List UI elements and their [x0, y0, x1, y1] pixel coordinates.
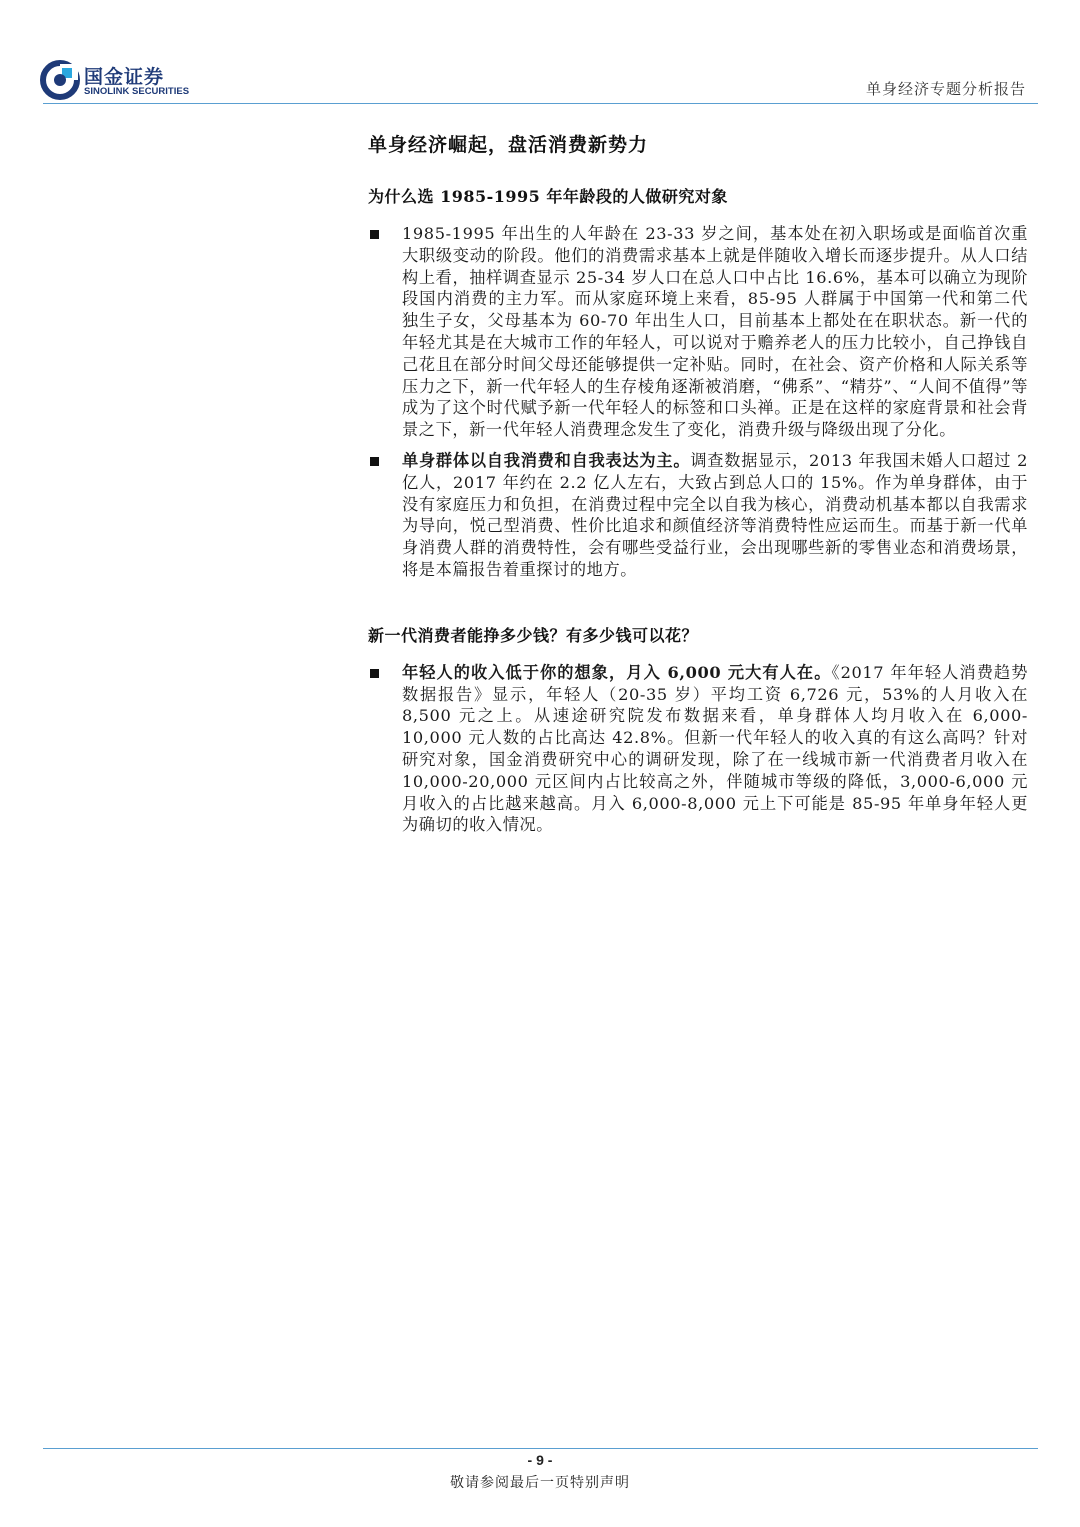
- bullet-text: 1985-1995 年出生的人年龄在 23-33 岁之间，基本处在初入职场或是面临首次重大职级变动的阶段。他们的消费需求基本上就是伴随收入增长而逐步提升。从人口结构上看，抽样调查显示 25-34 岁人口在总人口中占比 16.6%，基本可以确立为现阶段国内消费的主力军。而从家庭环境上来看，85-95 人群属于中国第一代和第二代独生子女，父母基本为 60-70 年出生人口，目前基本上都处在在职状态。新一代的年轻尤其是在大城市工作的年轻人，可以说对于赡养老人的压力比较小，自己挣钱自己花且在部分时间父母还能够提供一定补贴。同时，在社会、资产价格和人际关系等压力之下，新一代年轻人的生存棱角逐渐被消磨，“佛系”、“精芬”、“人间不值得”等成为了这个时代赋予新一代年轻人的标签和口头禅。正是在这样的家庭背景和社会背景之下，新一代年轻人消费理念发生了变化，消费升级与降级出现了分化。: [402, 224, 1028, 440]
- bullet-paragraph: [368, 662, 1028, 836]
- subsection-title-research-target: 为什么选 1985-1995 年年龄段的人做研究对象: [368, 187, 728, 206]
- disclaimer-note: 敬请参阅最后一页特别声明: [450, 1475, 630, 1491]
- page-number: - 9 -: [527, 1452, 553, 1468]
- bullet-lead: 单身群体以自我消费和自我表达为主。: [402, 450, 691, 470]
- company-logo: [40, 60, 200, 100]
- sinolink-logo-icon: [40, 60, 80, 100]
- bullet-lead: 年轻人的收入低于你的想象，月入 6,000 元大有人在。: [402, 662, 832, 682]
- logo-chinese-name: 国金证券: [84, 66, 165, 88]
- bullet-text: 调查数据显示，2013 年我国未婚人口超过 2 亿人，2017 年约在 2.2 亿人左右，大致占到总人口的 15%。作为单身群体，由于没有家庭压力和负担，在消费过程中完全以自我为核心，消费动机基本都以自我需求为导向，悦己型消费、性价比追求和颜值经济等消费特性应运而生。而基于新一代单身消费人群的消费特性，会有哪些受益行业，会出现哪些新的零售业态和消费场景，将是本篇报告着重探讨的地方。: [402, 450, 1028, 579]
- page-header: [0, 0, 1080, 110]
- bullet-text: 《2017 年年轻人消费趋势数据报告》显示，年轻人（20-35 岁）平均工资 6,726 元，53%的人月收入在 8,500 元之上。从速途研究院发布数据来看，单身群体人均月收入在 6,000-10,000 元人数的占比高达 42.8%。但新一代年轻人的收入真的有这么高吗？针对研究对象，国金消费研究中心的调研发现，除了在一线城市新一代消费者月收入在 10,000-20,000 元区间内占比较高之外，伴随城市等级的降低，3,000-6,000 元月收入的占比越来越高。月入 6,000-8,000 元上下可能是 85-95 年单身年轻人更为确切的收入情况。: [402, 662, 1028, 835]
- bullet-paragraph: [368, 223, 1028, 441]
- square-bullet-icon: [370, 669, 379, 678]
- square-bullet-icon: [370, 230, 379, 239]
- main-content: [368, 130, 1028, 836]
- logo-english-name: SINOLINK SECURITIES: [84, 86, 190, 97]
- section-title: 单身经济崛起，盘活消费新势力: [368, 134, 649, 156]
- square-bullet-icon: [370, 457, 379, 466]
- bullet-paragraph: [368, 450, 1028, 581]
- report-title: 单身经济专题分析报告: [865, 80, 1026, 98]
- footer-divider: [43, 1448, 1038, 1449]
- subsection-title-income: 新一代消费者能挣多少钱？有多少钱可以花？: [368, 625, 699, 645]
- header-divider: [43, 103, 1038, 104]
